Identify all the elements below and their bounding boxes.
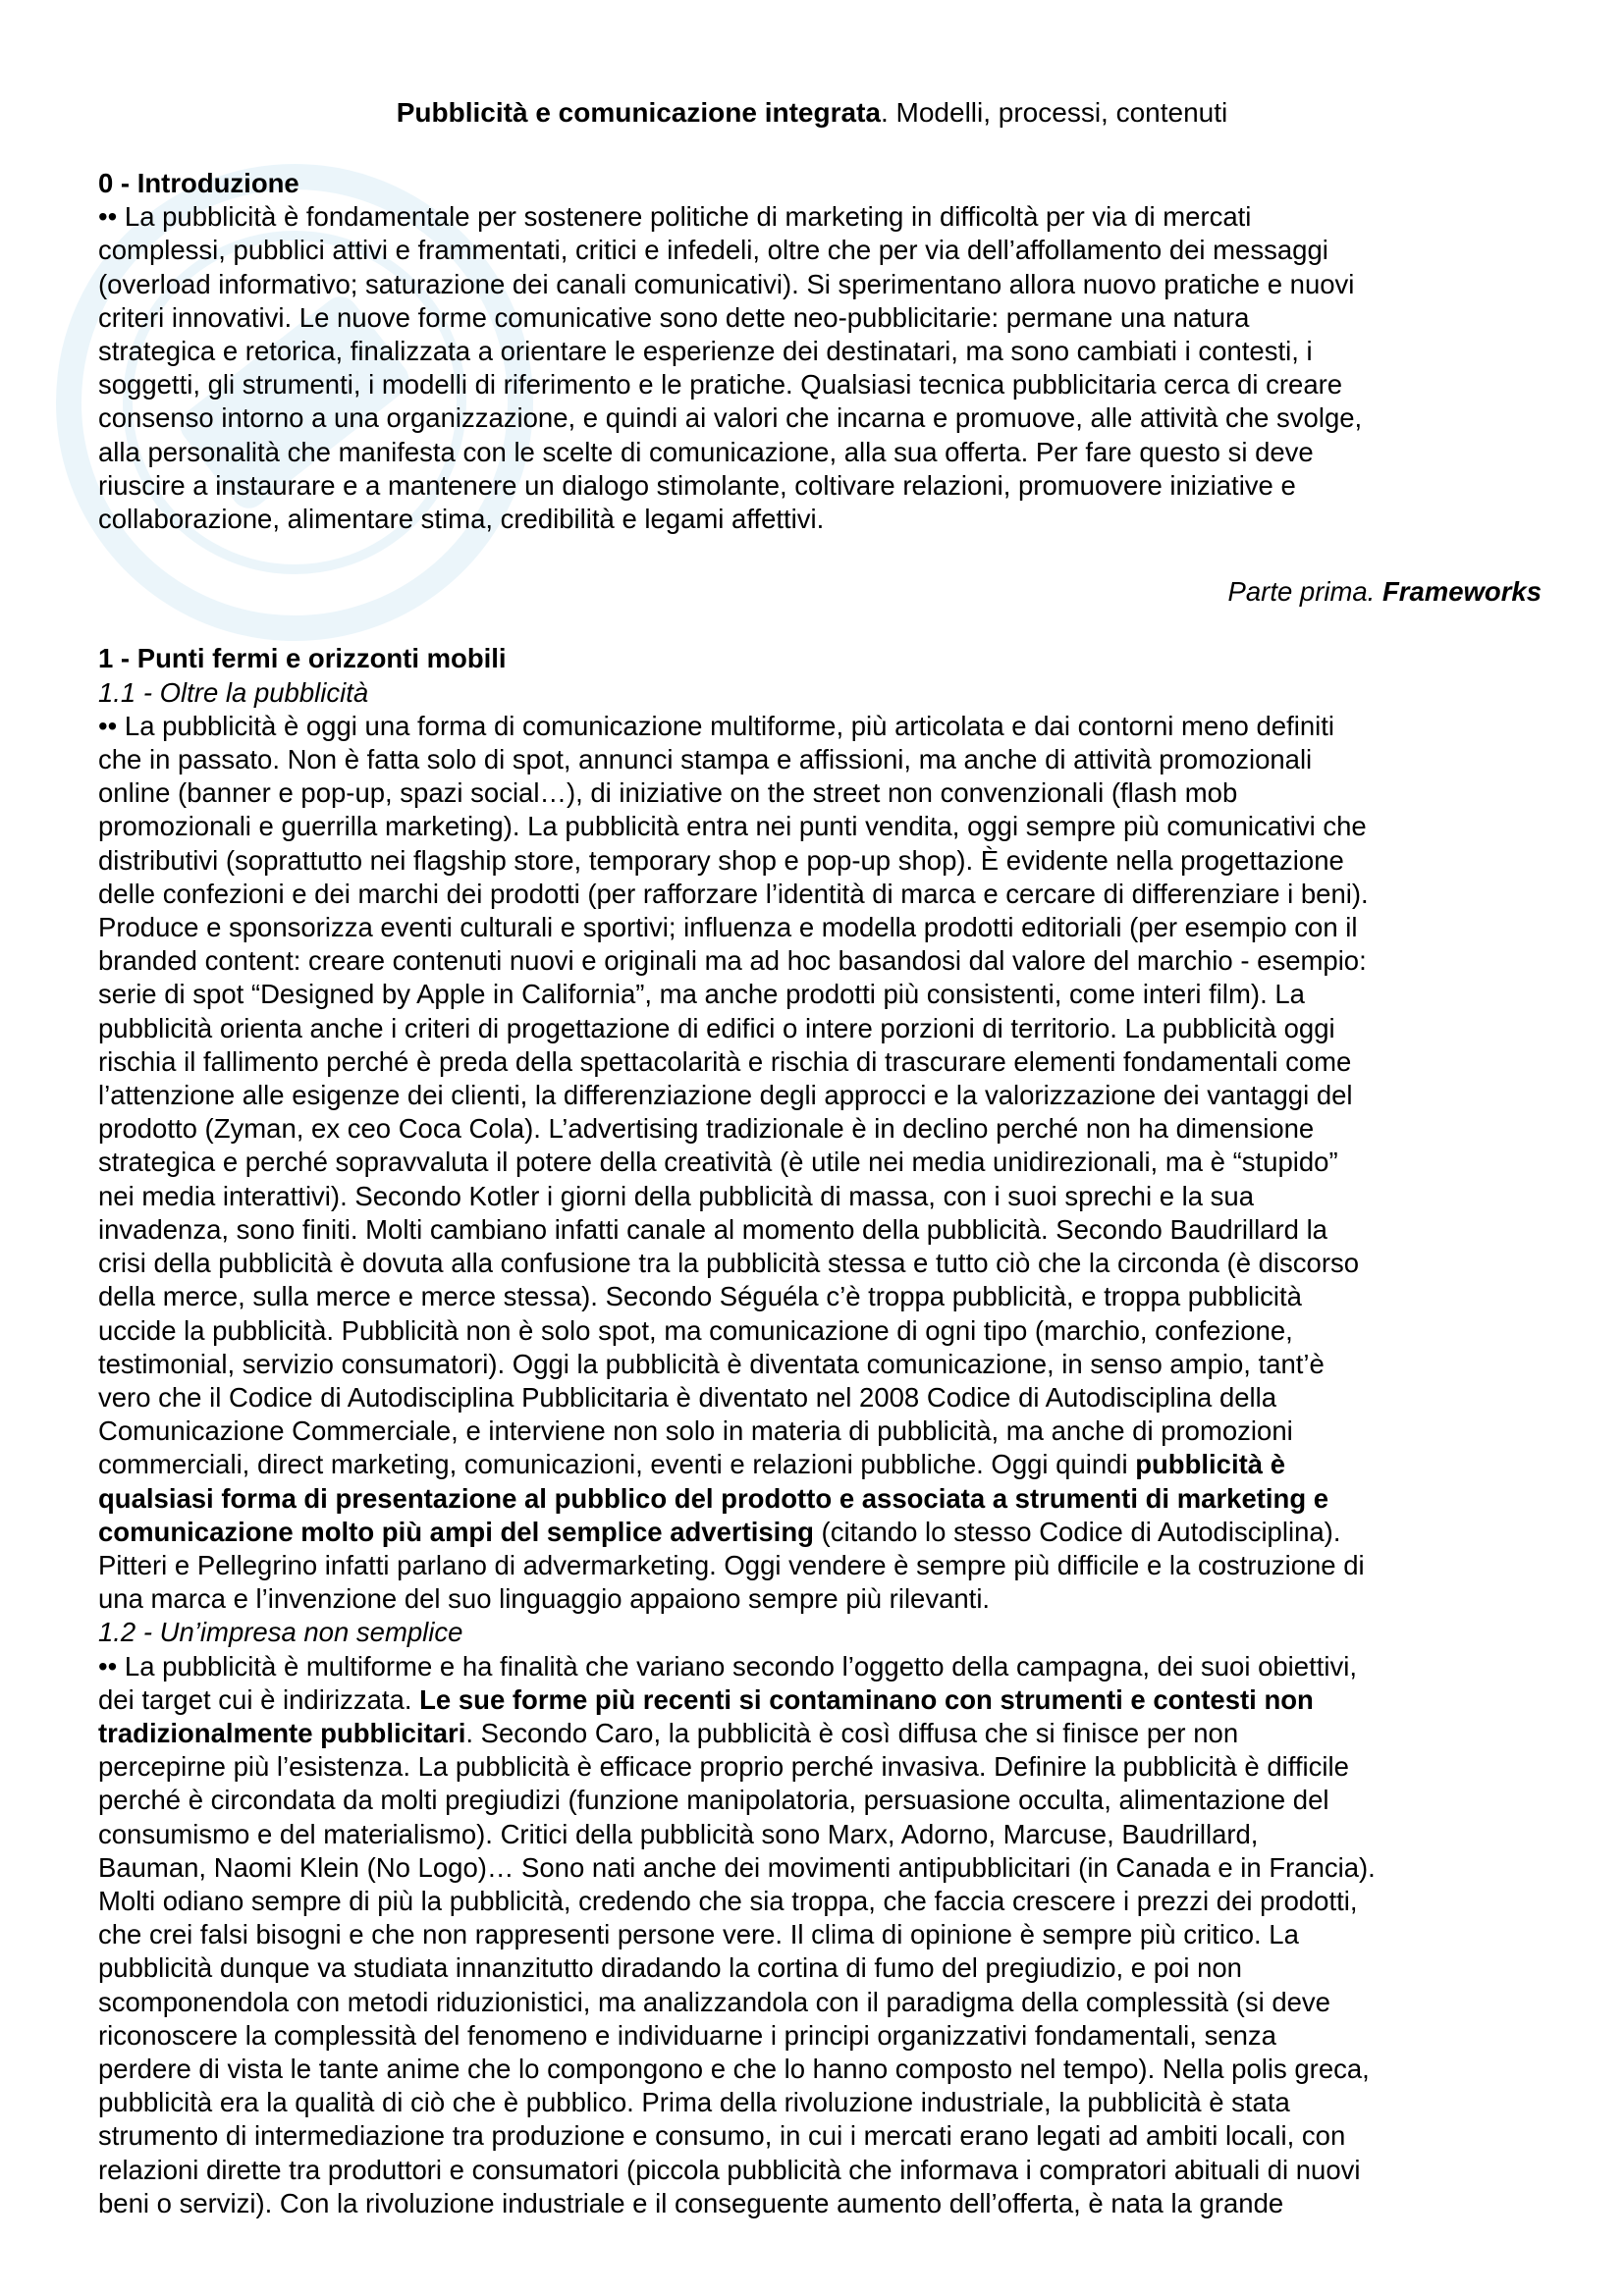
text-line: criteri innovativi. Le nuove forme comunicative sono dette neo-pubblicitarie: permane una natura (98, 301, 1250, 333)
part-prefix: Parte prima. (1227, 576, 1382, 608)
text-line: strategica e retorica, finalizzata a orientare le esperienze dei destinatari, ma sono cambiati i contesti, i (98, 336, 1313, 367)
section-1-2-paragraph (98, 1650, 1542, 2220)
text-line: relazioni dirette tra produttori e consumatori (piccola pubblicità che informava i compratori abituali di nuovi (98, 2154, 1361, 2185)
chapter-1-heading: 1 - Punti fermi e orizzonti mobili (98, 643, 507, 674)
text-line: nei media interattivi). Secondo Kotler i giorni della pubblicità di massa, con i suoi sprechi e la sua (98, 1180, 1255, 1211)
section-1-1-paragraph (98, 710, 1542, 1616)
document-title-rest: . Modelli, processi, contenuti (880, 97, 1228, 128)
text-line: collaborazione, alimentare stima, credibilità e legami affettivi. (98, 504, 825, 535)
text-line: branded content: creare contenuti nuovi e originali ma ad hoc basandosi dal valore del marchio - esempio: (98, 945, 1367, 977)
text-line: online (banner e pop-up, spazi social…), di iniziative on the street non convenzionali (flash mob (98, 777, 1238, 809)
text-line: •• La pubblicità è oggi una forma di comunicazione multiforme, più articolata e dai contorni meno definiti (98, 710, 1334, 741)
text-line: strategica e perché sopravvaluta il potere della creatività (è utile nei media unidirezionali, ma è “stupido” (98, 1147, 1338, 1178)
text-line (98, 1516, 1542, 1549)
text-line (98, 1717, 1542, 1750)
text-fragment: (citando lo stesso Codice di Autodisciplina). (813, 1516, 1341, 1547)
text-line: testimonial, servizio consumatori). Oggi la pubblicità è diventata comunicazione, in senso ampio, tant’è (98, 1348, 1325, 1379)
part-label (98, 575, 1542, 609)
text-line (98, 1683, 1542, 1717)
text-line: della merce, sulla merce e merce stessa). Secondo Séguéla c’è troppa pubblicità, e troppa pubblicità (98, 1281, 1302, 1312)
text-line: pubblicità dunque va studiata innanzitutto diradando la cortina di fumo del pregiudizio, e poi non (98, 1952, 1242, 1984)
text-fragment-bold: Le sue forme più recenti si contaminano con strumenti e contesti non (419, 1683, 1314, 1715)
section-1-1-heading: 1.1 - Oltre la pubblicità (98, 676, 369, 708)
text-line: consenso intorno a una organizzazione, e quindi ai valori che incarna e promuove, alle attività che svolge, (98, 402, 1363, 434)
text-line: Bauman, Naomi Klein (No Logo)… Sono nati anche dei movimenti antipubblicitari (in Canada e in Francia). (98, 1851, 1376, 1883)
text-line: vero che il Codice di Autodisciplina Pubblicitaria è diventato nel 2008 Codice di Autodisciplina della (98, 1381, 1277, 1413)
text-fragment-bold: tradizionalmente pubblicitari (98, 1717, 466, 1748)
text-line: alla personalità che manifesta con le scelte di comunicazione, alla sua offerta. Per fare questo si deve (98, 436, 1314, 467)
text-line: percepirne più l’esistenza. La pubblicità è efficace proprio perché invasiva. Definire la pubblicità è difficile (98, 1751, 1349, 1783)
text-line: •• La pubblicità è fondamentale per sostenere politiche di marketing in difficoltà per via di mercati (98, 201, 1252, 233)
intro-paragraph (98, 200, 1542, 536)
text-line: serie di spot “Designed by Apple in California”, ma anche prodotti più consistenti, come interi film). La (98, 979, 1305, 1010)
part-name: Frameworks (1381, 576, 1542, 608)
text-fragment: . Secondo Caro, la pubblicità è così diffusa che si finisce per non (465, 1717, 1239, 1748)
text-line: prodotto (Zyman, ex ceo Coca Cola). L’advertising tradizionale è in declino perché non ha dimensione (98, 1113, 1315, 1145)
text-line: Molti odiano sempre di più la pubblicità, credendo che sia troppa, che faccia crescere i prezzi dei prodotti, (98, 1885, 1358, 1916)
text-line: (overload informativo; saturazione dei canali comunicativi). Si sperimentano allora nuovo pratiche e nuovi (98, 268, 1355, 299)
document-body (98, 167, 1542, 2220)
document-title-bold: Pubblicità e comunicazione integrata (396, 97, 881, 128)
section-1-2-heading: 1.2 - Un’impresa non semplice (98, 1617, 463, 1648)
text-line: rischia il fallimento perché è preda della spettacolarità e rischia di trascurare elementi fondamentali come (98, 1045, 1352, 1077)
text-line: perché è circondata da molti pregiudizi (funzione manipolatoria, persuasione occulta, alimentazione del (98, 1785, 1329, 1816)
text-line: l’attenzione alle esigenze dei clienti, la differenziazione degli approcci e la valorizzazione dei vantaggi del (98, 1080, 1353, 1111)
text-line: pubblicità era la qualità di ciò che è pubblico. Prima della rivoluzione industriale, la pubblicità è stata (98, 2087, 1290, 2118)
text-line: perdere di vista le tante anime che lo compongono e che lo hanno composto nel tempo). Nella polis greca, (98, 2053, 1370, 2084)
text-line: una marca e l’invenzione del suo linguaggio appaiono sempre più rilevanti. (98, 1583, 991, 1615)
text-line: complessi, pubblici attivi e frammentati, critici e infedeli, oltre che per via dell’affollamento dei messaggi (98, 235, 1328, 266)
text-fragment: dei target cui è indirizzata. (98, 1683, 420, 1715)
text-fragment-bold: pubblicità è (1135, 1449, 1285, 1480)
text-line: soggetti, gli strumenti, i modelli di riferimento e le pratiche. Qualsiasi tecnica pubblicitaria cerca di creare (98, 369, 1343, 400)
text-line: che in passato. Non è fatta solo di spot, annunci stampa e affissioni, ma anche di attività promozionali (98, 744, 1313, 775)
text-line-bold: qualsiasi forma di presentazione al pubblico del prodotto e associata a strumenti di marketing e (98, 1482, 1329, 1514)
text-line: •• La pubblicità è multiforme e ha finalità che variano secondo l’oggetto della campagna, dei suoi obiettivi, (98, 1650, 1357, 1682)
text-line: strumento di intermediazione tra produzione e consumo, in cui i mercati erano legati ad ambiti locali, con (98, 2120, 1346, 2152)
text-line: riconoscere la complessità del fenomeno e individuarne i principi organizzativi fondamentali, senza (98, 2019, 1276, 2051)
text-line: distributivi (soprattutto nei flagship store, temporary shop e pop-up shop). È evidente nella progettazione (98, 844, 1344, 876)
intro-heading: 0 - Introduzione (98, 168, 299, 198)
document-title (0, 96, 1624, 130)
text-line: delle confezioni e dei marchi dei prodotti (per rafforzare l’identità di marca e cercare di differenziare i beni). (98, 878, 1369, 909)
text-line: promozionali e guerrilla marketing). La pubblicità entra nei punti vendita, oggi sempre più comunicativi che (98, 811, 1367, 842)
text-line: uccide la pubblicità. Pubblicità non è solo spot, ma comunicazione di ogni tipo (marchio, confezione, (98, 1314, 1293, 1346)
text-line: riuscire a instaurare e a mantenere un dialogo stimolante, coltivare relazioni, promuovere iniziative e (98, 469, 1296, 501)
text-line: Produce e sponsorizza eventi culturali e sportivi; influenza e modella prodotti editoriali (per esempio con il (98, 912, 1358, 943)
text-line: che crei falsi bisogni e che non rappresenti persone vere. Il clima di opinione è sempre più critico. La (98, 1919, 1299, 1950)
text-fragment-bold: comunicazione molto più ampi del semplice advertising (98, 1516, 814, 1547)
text-line: invadenza, sono finiti. Molti cambiano infatti canale al momento della pubblicità. Secondo Baudrillard la (98, 1213, 1327, 1245)
text-line: pubblicità orienta anche i criteri di progettazione di edifici o intere porzioni di territorio. La pubblicità oggi (98, 1012, 1335, 1043)
text-line (98, 1448, 1542, 1481)
text-line: Pitteri e Pellegrino infatti parlano di advermarketing. Oggi vendere è sempre più difficile e la costruzione di (98, 1549, 1365, 1580)
text-line: crisi della pubblicità è dovuta alla confusione tra la pubblicità stessa e tutto ciò che la circonda (è discorso (98, 1248, 1360, 1279)
text-line: beni o servizi). Con la rivoluzione industriale e il conseguente aumento dell’offerta, è nata la grande (98, 2187, 1284, 2218)
text-line: scomponendola con metodi riduzionistici, ma analizzandola con il paradigma della complessità (si deve (98, 1986, 1330, 2017)
text-line: Comunicazione Commerciale, e interviene non solo in materia di pubblicità, ma anche di promozioni (98, 1415, 1293, 1447)
text-line: consumismo e del materialismo). Critici della pubblicità sono Marx, Adorno, Marcuse, Baudrillard, (98, 1818, 1259, 1849)
text-fragment: commerciali, direct marketing, comunicazioni, eventi e relazioni pubbliche. Oggi quindi (98, 1449, 1136, 1480)
